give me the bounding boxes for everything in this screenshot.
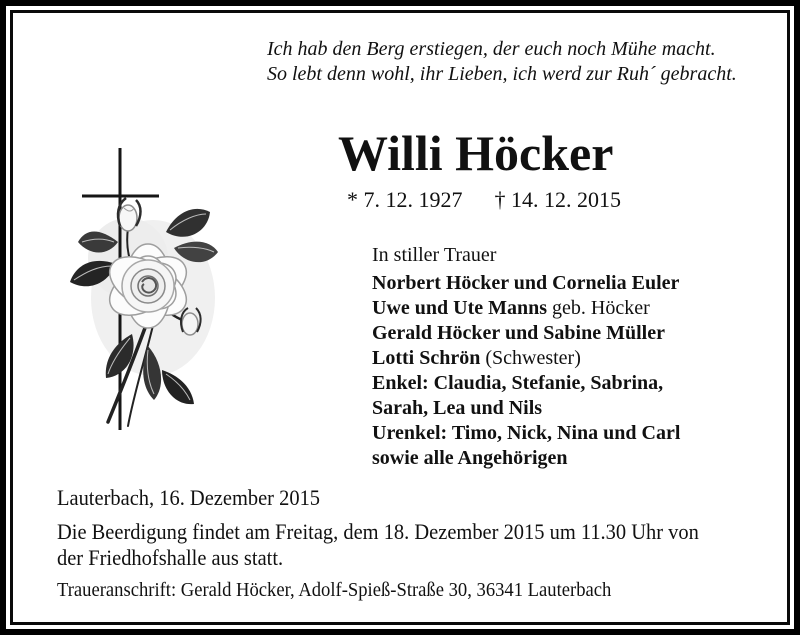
mourner-line: Sarah, Lea und Nils [372,397,543,419]
mourner-line: Urenkel: Timo, Nick, Nina und Carl [372,422,681,444]
mourners-list [372,271,790,471]
rose-bud-top [118,198,141,231]
mourner-line: Enkel: Claudia, Stefanie, Sabrina, [372,372,664,394]
mourner-line: sowie alle Angehörigen [372,447,568,469]
place-dateline: Lauterbach, 16. Dezember 2015 [57,485,321,510]
mourner-line: Uwe und Ute Manns geb. Höcker [372,297,650,319]
funeral-line-1: Die Beerdigung findet am Freitag, dem 18. Dezember 2015 um 11.30 Uhr von [57,519,699,544]
mourning-intro: In stiller Trauer [372,244,497,266]
epigraph-line-1: Ich hab den Berg erstiegen, der euch noch Mühe macht. [267,38,716,60]
epigraph [267,37,737,87]
funeral-details [57,519,699,571]
mourner-line: Gerald Höcker und Sabine Müller [372,322,665,344]
cross-rose-illustration [58,138,233,443]
life-dates [347,187,621,213]
birth-date: * 7. 12. 1927 [347,187,463,212]
deceased-name: Willi Höcker [338,125,614,181]
mourner-line: Norbert Höcker und Cornelia Euler [372,272,680,294]
mourner-line: Lotti Schrön (Schwester) [372,347,581,369]
epigraph-line-2: So lebt denn wohl, ihr Lieben, ich werd zur Ruh´ gebracht. [267,63,737,85]
notice-inner-frame [10,10,790,625]
funeral-line-2: der Friedhofshalle aus statt. [57,545,284,570]
condolence-address: Traueranschrift: Gerald Höcker, Adolf-Spieß-Straße 30, 36341 Lauterbach [57,579,612,601]
death-date: † 14. 12. 2015 [494,187,621,212]
